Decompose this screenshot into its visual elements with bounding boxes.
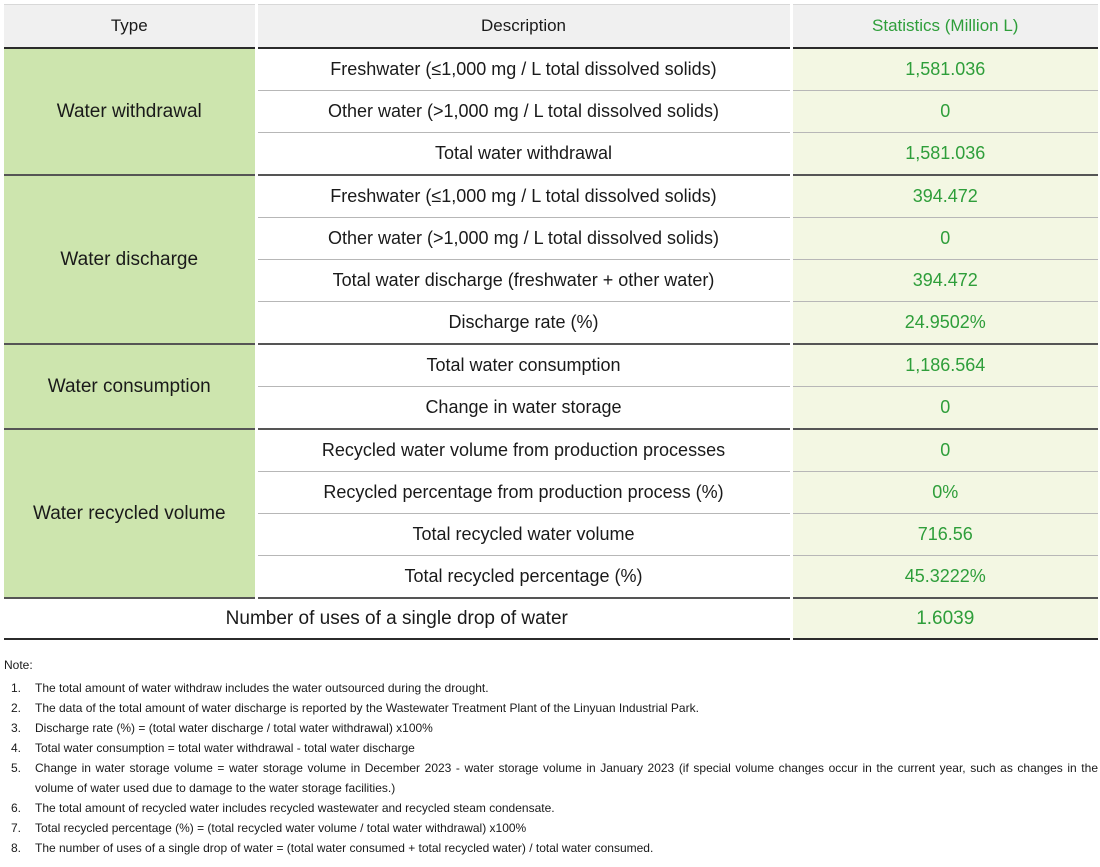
list-item	[4, 718, 1098, 738]
table-row	[4, 175, 1098, 218]
note-text: Total recycled percentage (%) = (total recycled water volume / total water withdrawal) x100%	[35, 821, 527, 835]
row-value: 45.3222%	[791, 556, 1098, 599]
row-description: Recycled water volume from production processes	[256, 429, 791, 472]
note-text: Discharge rate (%) = (total water discharge / total water withdrawal) x100%	[35, 721, 433, 735]
table-row	[4, 48, 1098, 91]
group-type-water-recycled-volume: Water recycled volume	[4, 429, 256, 598]
notes-title: Note:	[4, 658, 33, 672]
table-row-single-drop	[4, 598, 1098, 639]
note-text: Change in water storage volume = water storage volume in December 2023 - water storage volume in January 2023 (if special volume changes occur in the current year, such as changes in the volume of water used due to damage to the water storage facilities.)	[35, 761, 1098, 795]
row-description: Total water consumption	[256, 344, 791, 387]
row-description: Freshwater (≤1,000 mg / L total dissolved solids)	[256, 48, 791, 91]
list-item	[4, 798, 1098, 818]
row-value: 0	[791, 218, 1098, 260]
notes-section	[4, 655, 1098, 858]
row-value: 0	[791, 91, 1098, 133]
water-statistics-table	[4, 4, 1098, 640]
note-number: 4.	[11, 741, 22, 755]
list-item	[4, 678, 1098, 698]
row-value: 0	[791, 387, 1098, 430]
group-type-water-consumption: Water consumption	[4, 344, 256, 429]
note-number: 2.	[11, 701, 22, 715]
table-header-row	[4, 5, 1098, 49]
group-type-water-withdrawal: Water withdrawal	[4, 48, 256, 175]
note-text: The data of the total amount of water discharge is reported by the Wastewater Treatment Plant of the Linyuan Industrial Park.	[35, 701, 699, 715]
row-value: 716.56	[791, 514, 1098, 556]
row-description: Change in water storage	[256, 387, 791, 430]
row-value: 1,581.036	[791, 133, 1098, 176]
header-statistics: Statistics (Million L)	[791, 5, 1098, 49]
row-value: 0%	[791, 472, 1098, 514]
table-row	[4, 429, 1098, 472]
note-text: The total amount of recycled water includes recycled wastewater and recycled steam condensate.	[35, 801, 555, 815]
note-text: The total amount of water withdraw includes the water outsourced during the drought.	[35, 681, 489, 695]
note-number: 1.	[11, 681, 22, 695]
note-number: 5.	[11, 761, 22, 775]
note-number: 3.	[11, 721, 22, 735]
list-item	[4, 738, 1098, 758]
single-drop-label: Number of uses of a single drop of water	[4, 598, 791, 639]
row-description: Other water (>1,000 mg / L total dissolved solids)	[256, 91, 791, 133]
table-row	[4, 344, 1098, 387]
list-item	[4, 838, 1098, 858]
row-description: Freshwater (≤1,000 mg / L total dissolved solids)	[256, 175, 791, 218]
note-number: 6.	[11, 801, 22, 815]
row-description: Total water withdrawal	[256, 133, 791, 176]
row-value: 394.472	[791, 260, 1098, 302]
single-drop-value: 1.6039	[791, 598, 1098, 639]
note-number: 7.	[11, 821, 22, 835]
row-description: Other water (>1,000 mg / L total dissolved solids)	[256, 218, 791, 260]
row-description: Total water discharge (freshwater + other water)	[256, 260, 791, 302]
row-value: 24.9502%	[791, 302, 1098, 345]
row-description: Total recycled water volume	[256, 514, 791, 556]
notes-list	[4, 678, 1098, 858]
list-item	[4, 818, 1098, 838]
row-value: 1,581.036	[791, 48, 1098, 91]
header-type: Type	[4, 5, 256, 49]
group-type-water-discharge: Water discharge	[4, 175, 256, 344]
header-description: Description	[256, 5, 791, 49]
row-description: Recycled percentage from production process (%)	[256, 472, 791, 514]
row-value: 1,186.564	[791, 344, 1098, 387]
list-item	[4, 758, 1098, 798]
note-text: The number of uses of a single drop of water = (total water consumed + total recycled water) / total water consumed.	[35, 841, 654, 855]
row-description: Discharge rate (%)	[256, 302, 791, 345]
row-description: Total recycled percentage (%)	[256, 556, 791, 599]
list-item	[4, 698, 1098, 718]
note-number: 8.	[11, 841, 22, 855]
row-value: 394.472	[791, 175, 1098, 218]
row-value: 0	[791, 429, 1098, 472]
note-text: Total water consumption = total water withdrawal - total water discharge	[35, 741, 415, 755]
